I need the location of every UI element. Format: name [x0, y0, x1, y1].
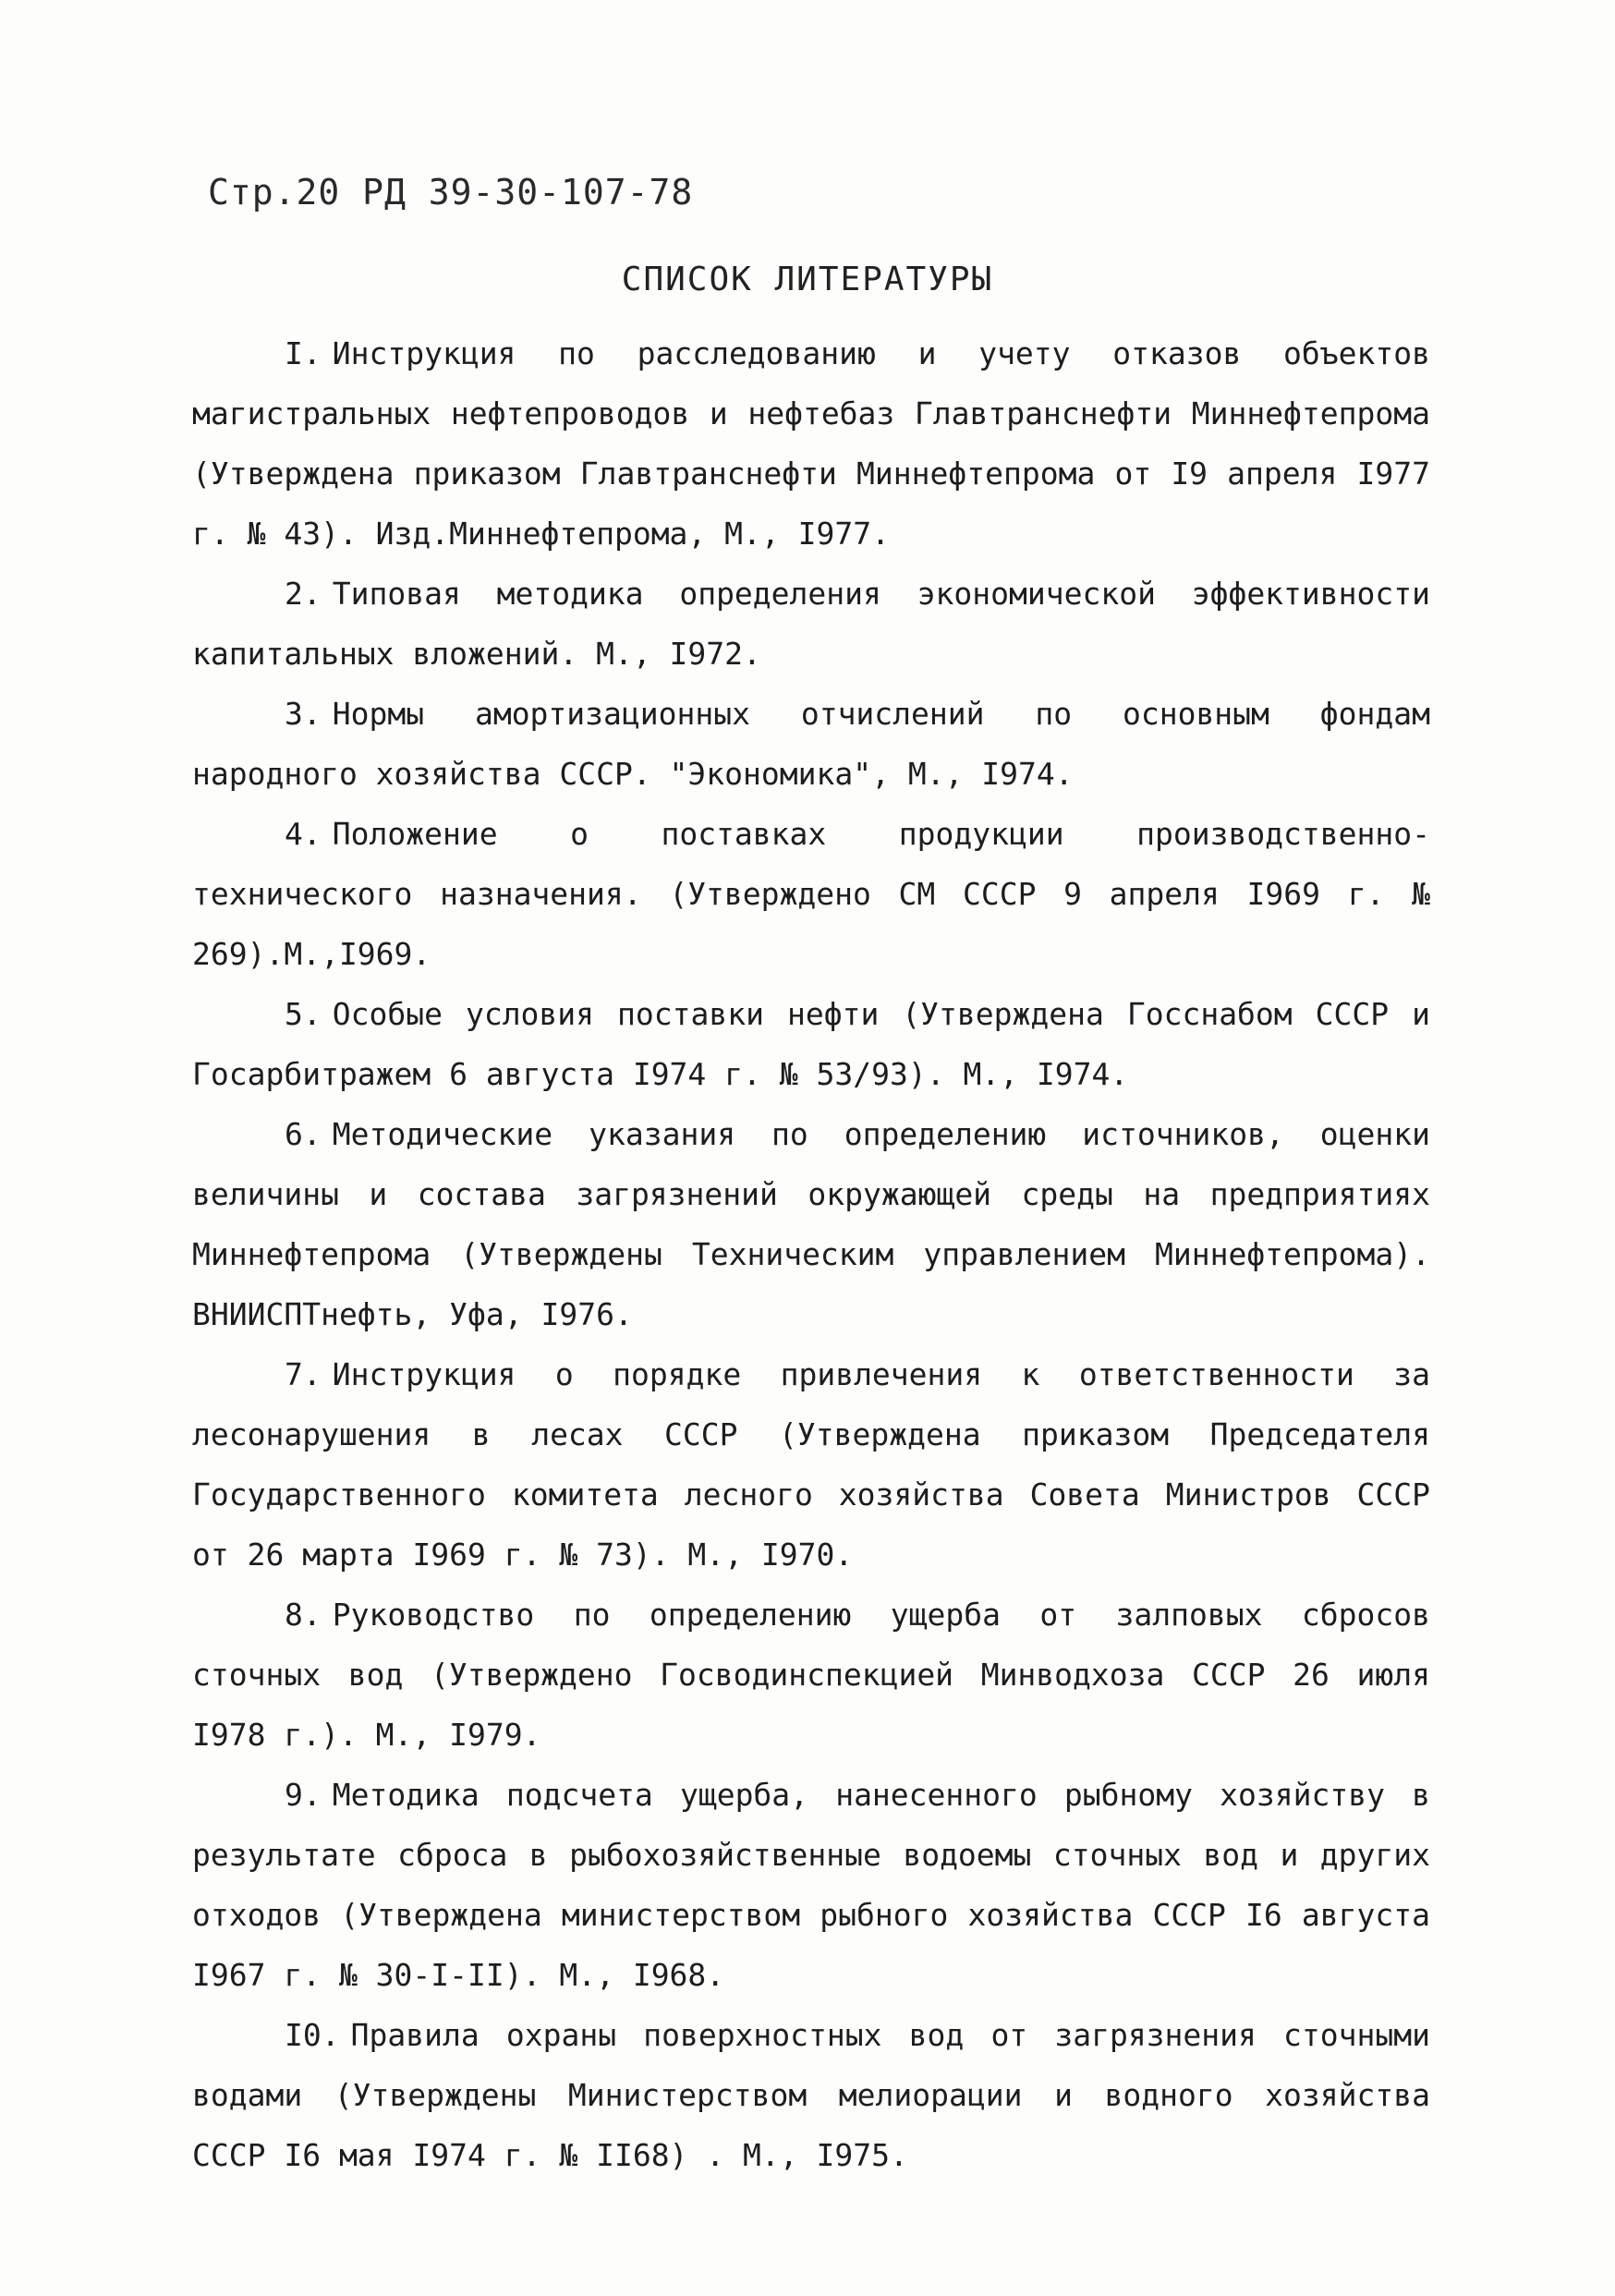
- reference-text: Методика подсчета ущерба, нанесенного рыбному хозяйству в результате сброса в рыбохозяйственные водоемы сточных вод и других отходов (Утверждена министерством рыбного хозяйства СССР I6 августа I967 г. № 30-I-II). М., I968.: [192, 1777, 1430, 1993]
- reference-item: [192, 564, 1430, 684]
- reference-number: 3.: [285, 696, 322, 732]
- reference-number: 9.: [285, 1777, 322, 1813]
- reference-text: Инструкция о порядке привлечения к ответственности за лесонарушения в лесах СССР (Утверждена приказом Председателя Государственного комитета лесного хозяйства Совета Министров СССР от 26 марта I969 г. № 73). М., I970.: [192, 1356, 1430, 1573]
- reference-item: [192, 2005, 1430, 2185]
- reference-item: [192, 684, 1430, 804]
- reference-text: Положение о поставках продукции производственно-технического назначения. (Утверждено СМ СССР 9 апреля I969 г. № 269).М.,I969.: [192, 816, 1430, 972]
- reference-text: Типовая методика определения экономической эффективности капитальных вложений. М., I972.: [192, 576, 1430, 672]
- reference-number: 2.: [285, 576, 322, 612]
- reference-number: 8.: [285, 1597, 322, 1633]
- page-header: Стр.20 РД 39-30-107-78: [208, 172, 694, 213]
- document-title: СПИСОК ЛИТЕРАТУРЫ: [621, 261, 994, 298]
- reference-number: 7.: [285, 1356, 322, 1392]
- reference-item: [192, 984, 1430, 1104]
- reference-item: [192, 1765, 1430, 2005]
- reference-text: Правила охраны поверхностных вод от загрязнения сточными водами (Утверждены Министерством мелиорации и водного хозяйства СССР I6 мая I974 г. № II68) . М., I975.: [192, 2017, 1430, 2173]
- reference-text: Методические указания по определению источников, оценки величины и состава загрязнений окружающей среды на предприятиях Миннефтепрома (Утверждены Техническим управлением Миннефтепрома). ВНИИСПТнефть, Уфа, I976.: [192, 1116, 1430, 1332]
- reference-item: [192, 323, 1430, 564]
- reference-number: 5.: [285, 996, 322, 1032]
- reference-item: [192, 804, 1430, 984]
- reference-list: [192, 323, 1430, 2185]
- reference-number: I0.: [285, 2017, 340, 2053]
- reference-number: 6.: [285, 1116, 322, 1152]
- reference-text: Особые условия поставки нефти (Утверждена Госснабом СССР и Госарбитражем 6 августа I974 г. № 53/93). М., I974.: [192, 996, 1430, 1092]
- reference-text: Руководство по определению ущерба от залповых сбросов сточных вод (Утверждено Госводинспекцией Минводхоза СССР 26 июля I978 г.). М., I979.: [192, 1597, 1430, 1753]
- reference-item: [192, 1344, 1430, 1585]
- reference-number: 4.: [285, 816, 322, 852]
- reference-item: [192, 1104, 1430, 1344]
- reference-text: Инструкция по расследованию и учету отказов объектов магистральных нефтепроводов и нефтебаз Главтранснефти Миннефтепрома (Утверждена приказом Главтранснефти Миннефтепрома от I9 апреля I977 г. № 43). Изд.Миннефтепрома, М., I977.: [192, 335, 1430, 552]
- reference-item: [192, 1585, 1430, 1765]
- reference-text: Нормы амортизационных отчислений по основным фондам народного хозяйства СССР. "Экономика", М., I974.: [192, 696, 1430, 792]
- reference-number: I.: [285, 335, 322, 371]
